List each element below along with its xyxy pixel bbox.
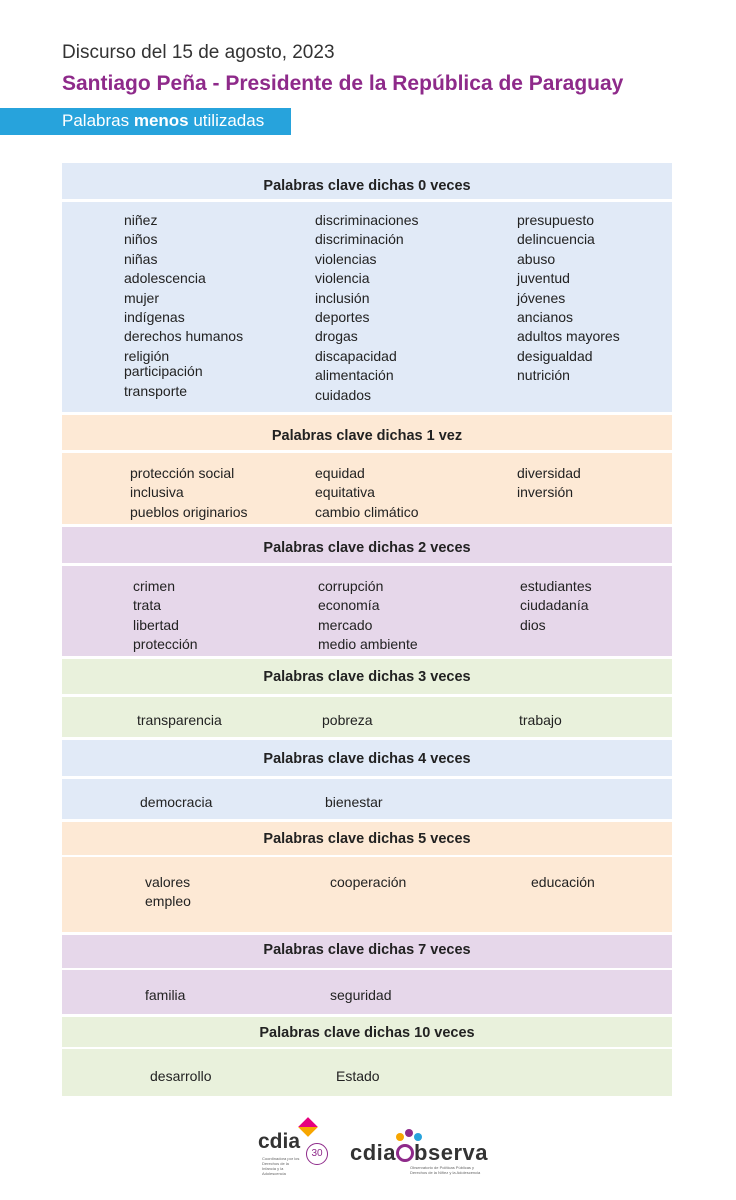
keyword: mujer bbox=[124, 289, 160, 306]
kite-icon bbox=[298, 1117, 318, 1137]
keyword: niños bbox=[124, 231, 158, 248]
keyword: discriminación bbox=[315, 231, 404, 248]
keyword: mercado bbox=[318, 616, 373, 633]
keyword: pobreza bbox=[322, 712, 373, 728]
section-heading: Palabras clave dichas 4 veces bbox=[263, 751, 471, 767]
keyword: adolescencia bbox=[124, 270, 206, 287]
keyword: adultos mayores bbox=[517, 328, 620, 345]
banner-bold: menos bbox=[133, 111, 189, 130]
section-heading: Palabras clave dichas 5 veces bbox=[263, 831, 471, 847]
keyword: juventud bbox=[517, 270, 570, 287]
keyword: transparencia bbox=[137, 712, 222, 728]
keyword: drogas bbox=[315, 328, 358, 345]
keyword: nutrición bbox=[517, 367, 570, 384]
keyword: cuidados bbox=[315, 386, 372, 403]
logo-observa-tagline: Observatorio de Políticas Públicas y Derechos de la Niñez y la Adolescencia bbox=[410, 1165, 481, 1175]
keyword: violencias bbox=[315, 250, 377, 267]
keyword: crimen bbox=[133, 578, 176, 594]
keyword: pueblos originarios bbox=[130, 503, 248, 520]
keyword: jóvenes bbox=[517, 289, 566, 306]
keyword: familia bbox=[145, 987, 186, 1003]
keyword: bienestar bbox=[325, 794, 383, 810]
keyword: transporte bbox=[124, 382, 188, 399]
section-heading: Palabras clave dichas 10 veces bbox=[259, 1025, 475, 1041]
keyword: equidad bbox=[315, 465, 365, 481]
keyword: empleo bbox=[145, 893, 191, 910]
keyword: trabajo bbox=[519, 712, 562, 728]
keyword: protección bbox=[133, 636, 198, 653]
keyword: inversión bbox=[517, 484, 574, 501]
keyword: ancianos bbox=[517, 309, 574, 325]
subtitle: Discurso del 15 de agosto, 2023 bbox=[62, 42, 335, 63]
keyword: cooperación bbox=[330, 874, 407, 890]
keyword: violencia bbox=[315, 270, 370, 287]
keyword: niñez bbox=[124, 212, 158, 228]
section-heading: Palabras clave dichas 7 veces bbox=[263, 942, 471, 958]
banner-post: utilizadas bbox=[188, 111, 265, 130]
keyword: cambio climático bbox=[315, 503, 419, 520]
keyword: inclusiva bbox=[130, 484, 184, 501]
logo-cdia: cdia bbox=[258, 1130, 301, 1153]
logo-observa-pre: cdia bbox=[350, 1140, 397, 1165]
logo-observa-o-icon bbox=[396, 1144, 414, 1162]
keyword: deportes bbox=[315, 309, 370, 325]
banner-text bbox=[62, 111, 264, 131]
keyword: protección social bbox=[130, 465, 235, 481]
keyword: desarrollo bbox=[150, 1068, 212, 1084]
keyword: alimentación bbox=[315, 367, 394, 384]
keyword: medio ambiente bbox=[318, 636, 418, 653]
keyword: corrupción bbox=[318, 578, 384, 594]
section-heading: Palabras clave dichas 1 vez bbox=[271, 428, 463, 444]
keyword: estudiantes bbox=[520, 578, 592, 594]
keyword: equitativa bbox=[315, 484, 375, 501]
banner-pre: Palabras bbox=[62, 111, 134, 130]
keyword: niñas bbox=[124, 250, 158, 267]
logo-30-badge: 30 bbox=[306, 1143, 328, 1165]
keyword: discapacidad bbox=[315, 347, 397, 364]
keyword: delincuencia bbox=[517, 231, 595, 248]
keyword: abuso bbox=[517, 250, 556, 267]
keyword: derechos humanos bbox=[124, 328, 244, 345]
keyword: Estado bbox=[336, 1068, 380, 1084]
section-heading: Palabras clave dichas 2 veces bbox=[263, 540, 471, 556]
keyword: indígenas bbox=[124, 309, 185, 325]
keyword: educación bbox=[531, 874, 595, 890]
keyword: desigualdad bbox=[517, 347, 593, 364]
section-heading: Palabras clave dichas 0 veces bbox=[263, 178, 471, 194]
keyword: dios bbox=[520, 616, 546, 633]
keyword: presupuesto bbox=[517, 212, 595, 228]
keyword: libertad bbox=[133, 616, 179, 633]
keyword: inclusión bbox=[315, 289, 370, 306]
section-heading: Palabras clave dichas 3 veces bbox=[263, 669, 471, 685]
logo-cdia-observa bbox=[350, 1140, 488, 1166]
keyword: discriminaciones bbox=[315, 212, 419, 228]
logo-cdia-tagline: Coordinadora por los Derechos de la Infancia y la Adolescencia bbox=[262, 1156, 300, 1176]
keyword: ciudadanía bbox=[520, 597, 589, 614]
keyword: religión bbox=[124, 347, 170, 364]
keyword: diversidad bbox=[517, 465, 581, 481]
keyword: valores bbox=[145, 874, 191, 890]
dot-icon bbox=[405, 1129, 413, 1137]
keyword: democracia bbox=[140, 794, 213, 810]
logo-observa-post: bserva bbox=[414, 1140, 488, 1165]
keyword: trata bbox=[133, 597, 162, 614]
keyword: economía bbox=[318, 597, 380, 614]
keyword: seguridad bbox=[330, 987, 392, 1003]
keyword: participación bbox=[124, 363, 203, 380]
page-title: Santiago Peña - Presidente de la República de Paraguay bbox=[62, 72, 624, 95]
